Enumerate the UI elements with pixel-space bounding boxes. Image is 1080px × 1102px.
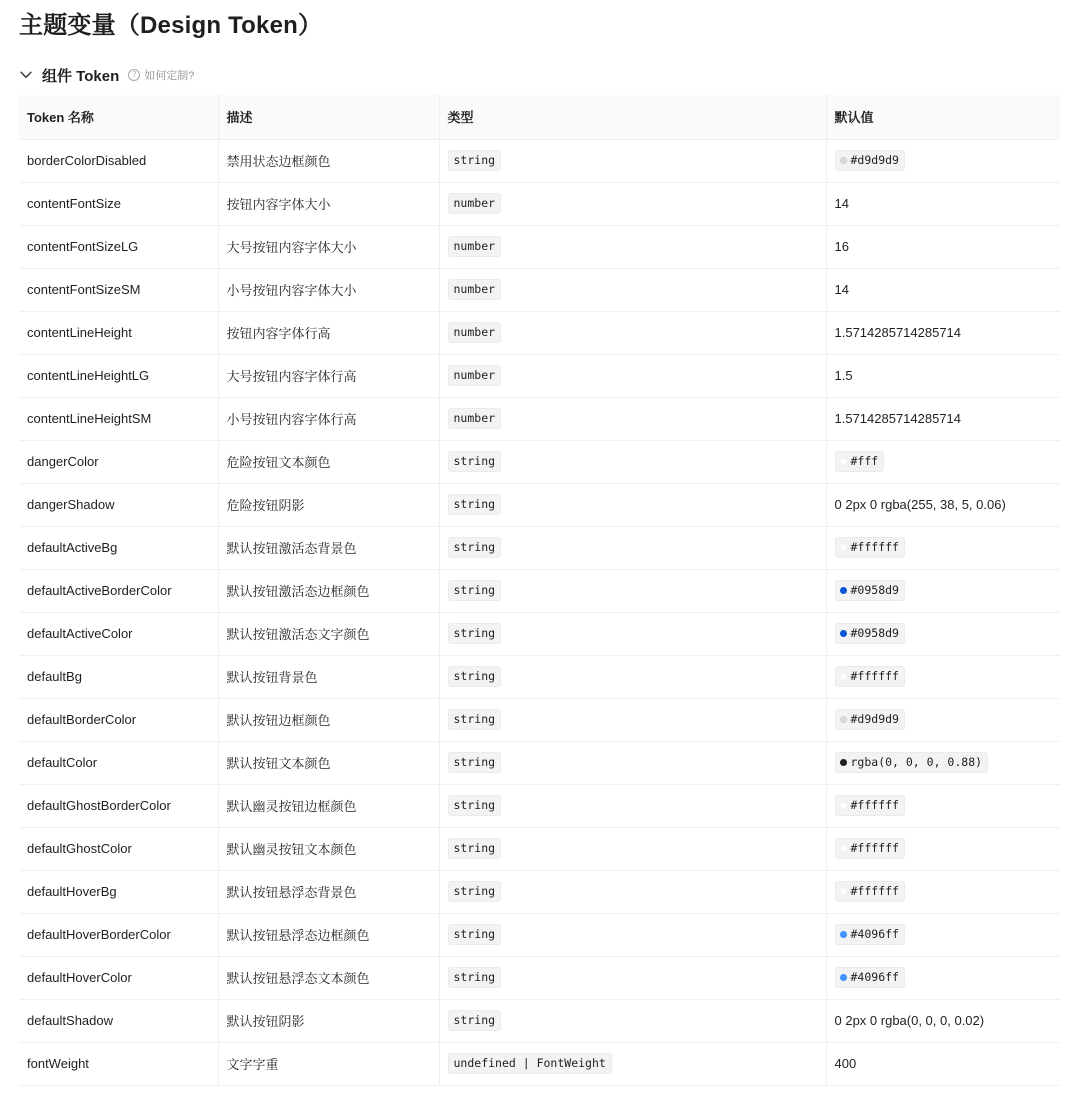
token-type-cell (439, 741, 826, 784)
token-type-cell (439, 569, 826, 612)
token-type-cell (439, 139, 826, 182)
token-default-value: 0 2px 0 rgba(255, 38, 5, 0.06) (834, 497, 1006, 512)
token-name: defaultBorderColor (19, 698, 218, 741)
table-row (19, 311, 1060, 354)
token-default-value: 400 (834, 1056, 857, 1071)
token-type-cell (439, 612, 826, 655)
token-default-value: #0958d9 (850, 626, 899, 640)
color-value-chip (835, 537, 905, 558)
token-type-cell (439, 311, 826, 354)
token-name: defaultActiveBg (19, 526, 218, 569)
token-type: number (448, 365, 502, 386)
token-name: defaultActiveColor (19, 612, 218, 655)
token-name: fontWeight (19, 1042, 218, 1085)
color-value-chip (835, 580, 905, 601)
column-header-description: 描述 (218, 95, 439, 139)
color-value-chip (835, 924, 905, 945)
token-default-value: #0958d9 (850, 583, 899, 597)
token-name: defaultShadow (19, 999, 218, 1042)
token-type-cell (439, 655, 826, 698)
color-swatch-icon (840, 759, 847, 766)
token-type: number (448, 322, 502, 343)
color-swatch-icon (840, 974, 847, 981)
token-default-cell (826, 311, 1060, 354)
token-description: 小号按钮内容字体大小 (218, 268, 439, 311)
token-description: 危险按钮阴影 (218, 483, 439, 526)
color-value-chip (835, 709, 905, 730)
table-row (19, 397, 1060, 440)
token-type: string (448, 967, 502, 988)
token-name: defaultColor (19, 741, 218, 784)
page-title: 主题变量（Design Token） (19, 12, 323, 39)
token-default-value: 0 2px 0 rgba(0, 0, 0, 0.02) (834, 1013, 985, 1028)
token-type: string (448, 709, 502, 730)
token-description: 默认按钮悬浮态文本颜色 (218, 956, 439, 999)
color-swatch-icon (840, 716, 847, 723)
how-to-customize-link[interactable] (128, 67, 194, 83)
token-type-cell (439, 956, 826, 999)
token-description: 按钮内容字体大小 (218, 182, 439, 225)
color-value-chip (835, 623, 905, 644)
token-description: 默认按钮激活态文字颜色 (218, 612, 439, 655)
chevron-down-icon[interactable] (19, 68, 33, 82)
token-name: contentFontSizeLG (19, 225, 218, 268)
table-row (19, 483, 1060, 526)
token-default-value: #d9d9d9 (850, 712, 899, 726)
token-description: 危险按钮文本颜色 (218, 440, 439, 483)
token-type-cell (439, 913, 826, 956)
token-table (19, 95, 1060, 1086)
token-description: 默认按钮阴影 (218, 999, 439, 1042)
table-row (19, 612, 1060, 655)
token-default-value: #ffffff (850, 669, 899, 683)
token-description: 默认按钮背景色 (218, 655, 439, 698)
token-type: number (448, 236, 502, 257)
table-row (19, 913, 1060, 956)
token-default-cell (826, 999, 1060, 1042)
color-swatch-icon (840, 630, 847, 637)
table-row (19, 139, 1060, 182)
token-default-cell (826, 612, 1060, 655)
token-description: 默认幽灵按钮边框颜色 (218, 784, 439, 827)
color-swatch-icon (840, 587, 847, 594)
token-type: string (448, 150, 502, 171)
token-default-value: #d9d9d9 (850, 153, 899, 167)
color-value-chip (835, 451, 885, 472)
token-description: 大号按钮内容字体大小 (218, 225, 439, 268)
token-name: contentLineHeight (19, 311, 218, 354)
token-type: string (448, 881, 502, 902)
token-default-value: #4096ff (850, 970, 899, 984)
column-header-default-value: 默认值 (826, 95, 1060, 139)
token-default-cell (826, 139, 1060, 182)
token-default-value: #fff (850, 454, 879, 468)
table-row (19, 1042, 1060, 1085)
color-swatch-icon (840, 673, 847, 680)
token-name: contentLineHeightSM (19, 397, 218, 440)
token-default-cell (826, 483, 1060, 526)
color-value-chip (835, 795, 905, 816)
color-swatch-icon (840, 157, 847, 164)
token-description: 文字字重 (218, 1042, 439, 1085)
token-name: contentFontSize (19, 182, 218, 225)
token-type-cell (439, 870, 826, 913)
token-type-cell (439, 999, 826, 1042)
table-body (19, 139, 1060, 1085)
table-row (19, 655, 1060, 698)
table-row (19, 440, 1060, 483)
token-type: string (448, 1010, 502, 1031)
token-type-cell (439, 1042, 826, 1085)
token-default-cell (826, 913, 1060, 956)
column-header-type: 类型 (439, 95, 826, 139)
token-description: 按钮内容字体行高 (218, 311, 439, 354)
token-default-cell (826, 1042, 1060, 1085)
table-row (19, 741, 1060, 784)
token-default-cell (826, 784, 1060, 827)
token-type: string (448, 752, 502, 773)
token-default-value: #4096ff (850, 927, 899, 941)
table-row (19, 268, 1060, 311)
token-name: dangerColor (19, 440, 218, 483)
token-name: contentFontSizeSM (19, 268, 218, 311)
token-default-value: 1.5714285714285714 (834, 411, 962, 426)
table-header-row (19, 95, 1060, 139)
token-description: 默认按钮激活态背景色 (218, 526, 439, 569)
token-name: defaultBg (19, 655, 218, 698)
token-type-cell (439, 354, 826, 397)
token-type: string (448, 838, 502, 859)
token-description: 大号按钮内容字体行高 (218, 354, 439, 397)
token-default-cell (826, 569, 1060, 612)
table-row (19, 827, 1060, 870)
section-title: 组件 Token (42, 67, 120, 85)
token-type: string (448, 666, 502, 687)
token-description: 默认按钮边框颜色 (218, 698, 439, 741)
token-default-cell (826, 956, 1060, 999)
token-default-value: #ffffff (850, 798, 899, 812)
help-text: 如何定制? (144, 70, 195, 82)
question-circle-icon: ? (128, 69, 140, 81)
token-description: 默认按钮悬浮态边框颜色 (218, 913, 439, 956)
token-type-cell (439, 397, 826, 440)
token-default-value: 1.5714285714285714 (834, 325, 962, 340)
token-default-value: 16 (834, 239, 849, 254)
token-name: defaultGhostBorderColor (19, 784, 218, 827)
color-value-chip (835, 967, 905, 988)
token-default-cell (826, 354, 1060, 397)
token-default-value: rgba(0, 0, 0, 0.88) (850, 755, 983, 769)
table-row (19, 569, 1060, 612)
token-type: undefined | FontWeight (448, 1053, 612, 1074)
token-type-cell (439, 440, 826, 483)
token-type: number (448, 193, 502, 214)
table-row (19, 698, 1060, 741)
token-type-cell (439, 698, 826, 741)
color-swatch-icon (840, 888, 847, 895)
token-name: defaultHoverBorderColor (19, 913, 218, 956)
color-value-chip (835, 752, 989, 773)
token-default-cell (826, 526, 1060, 569)
token-type: string (448, 451, 502, 472)
token-name: defaultHoverColor (19, 956, 218, 999)
color-swatch-icon (840, 845, 847, 852)
color-value-chip (835, 150, 905, 171)
token-default-cell (826, 827, 1060, 870)
token-default-cell (826, 182, 1060, 225)
token-default-cell (826, 870, 1060, 913)
token-name: defaultGhostColor (19, 827, 218, 870)
token-name: contentLineHeightLG (19, 354, 218, 397)
token-default-value: 1.5 (834, 368, 853, 383)
token-description: 小号按钮内容字体行高 (218, 397, 439, 440)
token-default-cell (826, 698, 1060, 741)
table-row (19, 225, 1060, 268)
table-row (19, 870, 1060, 913)
token-type-cell (439, 827, 826, 870)
table-row (19, 526, 1060, 569)
token-default-value: 14 (834, 196, 849, 211)
color-value-chip (835, 881, 905, 902)
token-type: string (448, 924, 502, 945)
token-type: number (448, 279, 502, 300)
token-default-cell (826, 655, 1060, 698)
token-type: string (448, 623, 502, 644)
token-default-cell (826, 397, 1060, 440)
token-default-value: #ffffff (850, 841, 899, 855)
token-type: number (448, 408, 502, 429)
token-type-cell (439, 526, 826, 569)
table-row (19, 956, 1060, 999)
token-name: borderColorDisabled (19, 139, 218, 182)
token-type-cell (439, 784, 826, 827)
token-name: defaultHoverBg (19, 870, 218, 913)
table-row (19, 354, 1060, 397)
color-value-chip (835, 666, 905, 687)
table-row (19, 999, 1060, 1042)
token-default-cell (826, 268, 1060, 311)
token-default-value: #ffffff (850, 884, 899, 898)
token-description: 默认按钮文本颜色 (218, 741, 439, 784)
token-default-cell (826, 225, 1060, 268)
color-swatch-icon (840, 544, 847, 551)
token-type: string (448, 494, 502, 515)
token-description: 默认按钮悬浮态背景色 (218, 870, 439, 913)
component-token-collapse-header[interactable] (19, 64, 194, 86)
token-default-cell (826, 741, 1060, 784)
token-type: string (448, 795, 502, 816)
token-type-cell (439, 268, 826, 311)
table-row (19, 784, 1060, 827)
color-value-chip (835, 838, 905, 859)
color-swatch-icon (840, 458, 847, 465)
token-default-value: 14 (834, 282, 849, 297)
token-type-cell (439, 483, 826, 526)
token-type: string (448, 537, 502, 558)
token-name: dangerShadow (19, 483, 218, 526)
token-description: 默认幽灵按钮文本颜色 (218, 827, 439, 870)
color-swatch-icon (840, 802, 847, 809)
token-type-cell (439, 225, 826, 268)
token-description: 禁用状态边框颜色 (218, 139, 439, 182)
token-description: 默认按钮激活态边框颜色 (218, 569, 439, 612)
token-default-value: #ffffff (850, 540, 899, 554)
column-header-token-name: Token 名称 (19, 95, 218, 139)
token-type-cell (439, 182, 826, 225)
table-row (19, 182, 1060, 225)
token-name: defaultActiveBorderColor (19, 569, 218, 612)
token-default-cell (826, 440, 1060, 483)
token-type: string (448, 580, 502, 601)
color-swatch-icon (840, 931, 847, 938)
